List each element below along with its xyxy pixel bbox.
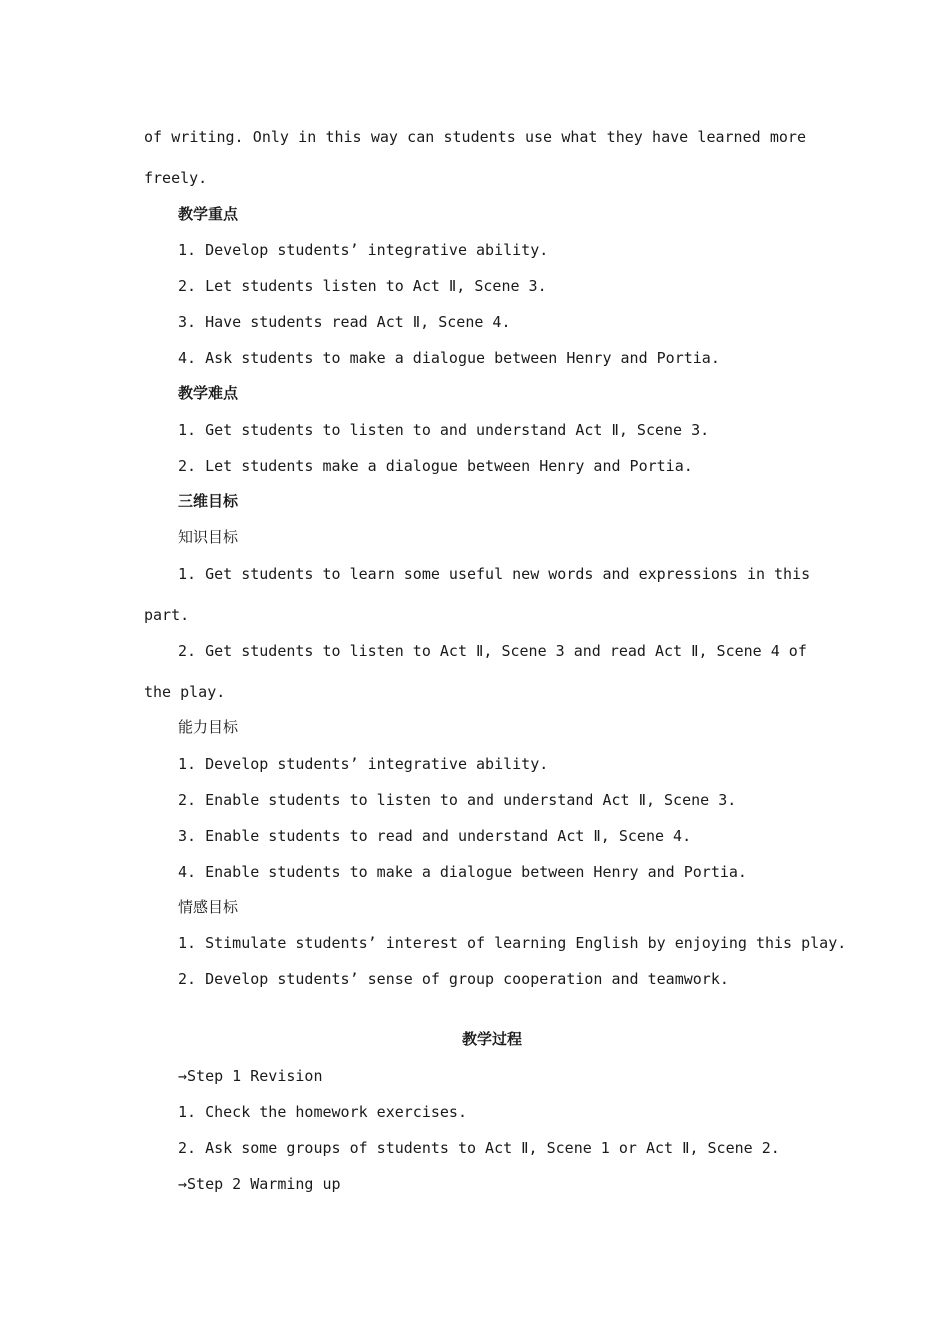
process-heading: 教学过程 [461,1030,522,1048]
key-point-item: 2. Let students listen to Act Ⅱ, Scene 3. [178,277,547,295]
ability-item: 4. Enable students to make a dialogue between Henry and Portia. [178,863,747,881]
ability-item: 2. Enable students to listen to and understand Act Ⅱ, Scene 3. [178,791,737,809]
knowledge-item-2-line-1: 2. Get students to listen to Act Ⅱ, Scene 3 and read Act Ⅱ, Scene 4 of [178,642,807,660]
intro-line-1: of writing. Only in this way can students use what they have learned more [144,128,806,146]
step-1-item: 2. Ask some groups of students to Act Ⅱ, Scene 1 or Act Ⅱ, Scene 2. [178,1139,780,1157]
emotion-item: 1. Stimulate students’ interest of learning English by enjoying this play. [178,934,847,952]
emotion-item: 2. Develop students’ sense of group cooperation and teamwork. [178,970,729,988]
key-point-item: 1. Develop students’ integrative ability. [178,241,549,259]
difficulty-item: 2. Let students make a dialogue between Henry and Portia. [178,457,693,475]
difficulty-item: 1. Get students to listen to and understand Act Ⅱ, Scene 3. [178,421,710,439]
ability-item: 1. Develop students’ integrative ability. [178,755,549,773]
objectives-heading: 三维目标 [178,492,239,510]
difficulties-heading: 教学难点 [178,384,239,402]
ability-objectives-heading: 能力目标 [178,718,239,736]
intro-line-2: freely. [144,169,208,187]
step-1-item: 1. Check the homework exercises. [178,1103,467,1121]
key-point-item: 4. Ask students to make a dialogue between Henry and Portia. [178,349,720,367]
step-2-heading: →Step 2 Warming up [178,1175,341,1193]
knowledge-objectives-heading: 知识目标 [178,528,239,546]
step-1-heading: →Step 1 Revision [178,1067,323,1085]
key-points-heading: 教学重点 [178,205,239,223]
key-point-item: 3. Have students read Act Ⅱ, Scene 4. [178,313,511,331]
knowledge-item-1-line-2: part. [144,606,190,624]
knowledge-item-2-line-2: the play. [144,683,226,701]
emotion-objectives-heading: 情感目标 [178,898,239,916]
knowledge-item-1-line-1: 1. Get students to learn some useful new words and expressions in this [178,565,811,583]
ability-item: 3. Enable students to read and understand Act Ⅱ, Scene 4. [178,827,692,845]
